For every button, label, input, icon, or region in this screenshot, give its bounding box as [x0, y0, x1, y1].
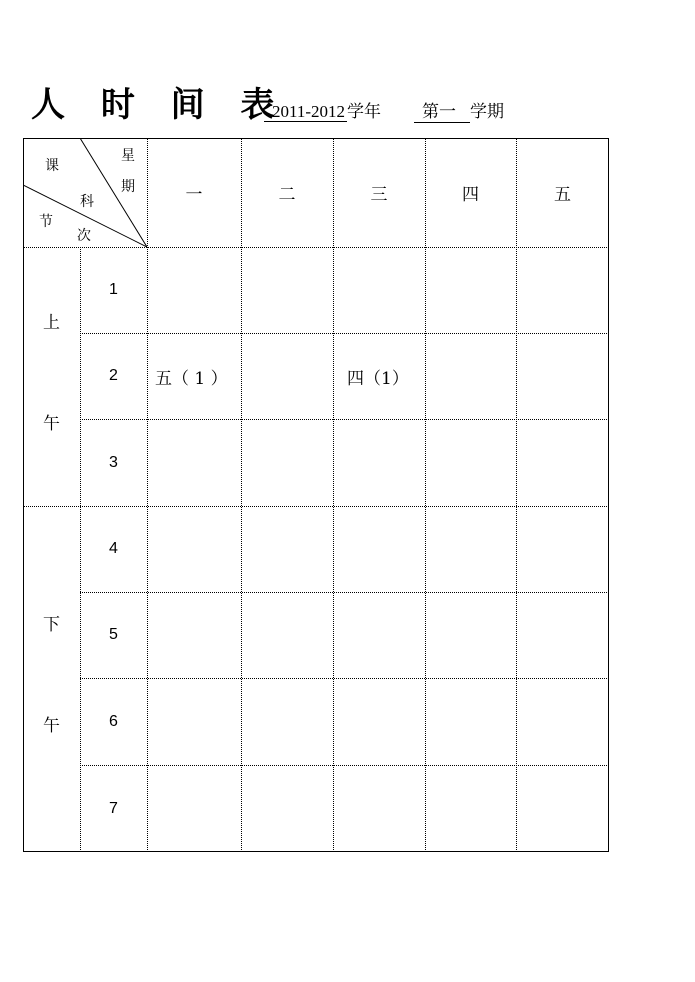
semester-value: 第一 — [414, 102, 470, 123]
afternoon-label-1: 下 — [43, 614, 60, 635]
schedule-entry-mon-p2: 五（ 1 ） — [155, 368, 228, 389]
grid-line — [80, 678, 609, 679]
day-header-thu: 四 — [462, 185, 479, 205]
day-header-tue: 二 — [278, 185, 296, 205]
morning-label-1: 上 — [43, 312, 60, 333]
school-year-value: 2011-2012 — [264, 102, 347, 122]
period-number: 6 — [109, 712, 118, 730]
schedule-entry-wed-p2: 四（1） — [347, 368, 409, 389]
day-header-fri: 五 — [554, 185, 571, 205]
grid-line — [80, 592, 609, 593]
school-year — [264, 101, 381, 123]
corner-label-week-2: 期 — [121, 179, 135, 195]
corner-label-course: 课 — [45, 158, 59, 174]
morning-label-2: 午 — [43, 413, 60, 434]
period-number: 2 — [109, 367, 118, 384]
day-header-wed: 三 — [370, 185, 388, 205]
afternoon-label-2: 午 — [43, 715, 60, 736]
period-number: 3 — [109, 453, 118, 471]
grid-line — [80, 765, 609, 766]
corner-label-section: 节 — [39, 214, 53, 230]
semester — [414, 101, 504, 123]
period-number: 7 — [109, 799, 118, 817]
corner-label-subject: 科 — [80, 194, 94, 210]
page-title: 人 时 间 表 — [31, 85, 287, 125]
grid-line — [80, 419, 609, 420]
corner-label-week-1: 星 — [121, 148, 135, 164]
timetable — [23, 138, 609, 852]
school-year-suffix: 学年 — [347, 102, 382, 122]
period-number: 5 — [109, 626, 118, 643]
day-header-mon: 一 — [185, 185, 203, 205]
period-number: 4 — [109, 540, 118, 557]
period-number: 1 — [109, 281, 118, 298]
corner-label-order: 次 — [77, 228, 91, 244]
semester-suffix: 学期 — [470, 102, 504, 122]
